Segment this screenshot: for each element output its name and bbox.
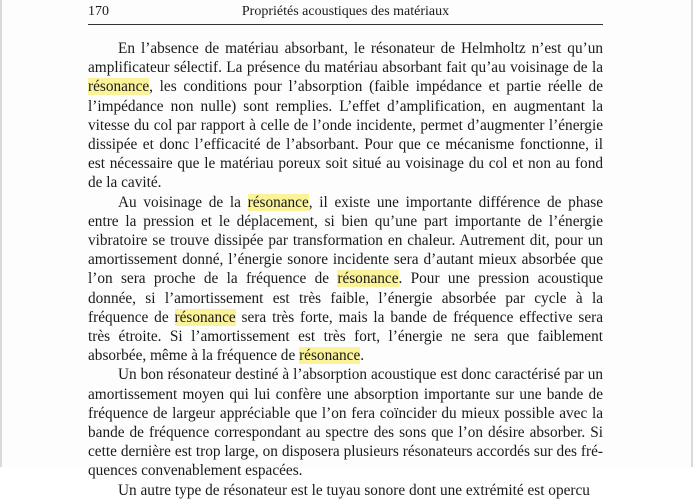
text-segment: Un autre type de résonateur est le tuyau sonore dont une extrémité est opercu: [118, 481, 590, 499]
paragraph: [88, 481, 603, 500]
highlighted-term: résonance: [247, 193, 309, 211]
highlighted-term: résonance: [88, 78, 150, 96]
paragraph: [88, 39, 603, 193]
highlighted-term: résonance: [299, 347, 361, 365]
highlighted-term: résonance: [174, 308, 236, 326]
text-segment: . Pour une pression acoustique donnée, si l’amortissement est très faible, l’énergie absorbée par cycle à la fréquence de: [88, 270, 603, 326]
text-segment: En l’absence de matériau absorbant, le résonateur de Helmholtz n’est qu’un amplificateur sélectif. La présence du matériau absorbant fait qu’au voisinage de la: [88, 40, 603, 77]
paragraph: [88, 193, 603, 366]
text-segment: , les conditions pour l’absorption (faible impédance et partie réelle de l’impédance non nulle) sont remplies. L’effet d’amplification, en augmentant la vitesse du col par rapport à celle de l’onde incidente, permet d’augmenter l’énergie dissipée et donc l’efficacité de l’absorbant. Pour que ce mécanisme fonctionne, il est nécessaire que le matériau poreux soit situé au voisinage du col et non au fond de la cavité.: [88, 78, 603, 192]
highlighted-term: résonance: [337, 270, 399, 288]
body-text: [88, 39, 603, 500]
text-segment: Au voisinage de la: [118, 193, 248, 211]
page-number: 170: [88, 4, 109, 19]
text-segment: Un bon résonateur destiné à l’absorption acoustique est donc caractérisé par un amortissement moyen qui lui confère une absorption importante sur une bande de fréquence de largeur appréciable que l’on fera coïncider du mieux possible avec la bande de fréquence correspondant au spectre des sons que l’on désire absorber. Si cette dernière est trop large, on disposera plusieurs résonateurs accordés sur des fréquences convenablement espacées.: [88, 366, 603, 480]
text-segment: , il existe une importante différence de phase entre la pression et le déplacement, si bien qu’une part importante de l’énergie vibratoire se trouve dissipée par transformation en chaleur. Autrement dit, pour un amortissement donné, l’énergie sonore incidente sera d’autant mieux absorbée que l’on sera proche de la fréquence de: [88, 193, 603, 288]
left-page-edge: [0, 0, 2, 467]
header-rule: [88, 24, 603, 25]
paragraph: [88, 365, 603, 480]
text-segment: .: [360, 347, 365, 365]
text-segment: sera très forte, mais la bande de fréquence effective sera très étroite. Si l’amortissement est très fort, l’énergie ne sera que faiblement absorbée, même à la fréquence de: [88, 308, 603, 365]
running-header: [88, 3, 603, 23]
running-title: Propriétés acoustiques des matériaux: [241, 4, 450, 19]
